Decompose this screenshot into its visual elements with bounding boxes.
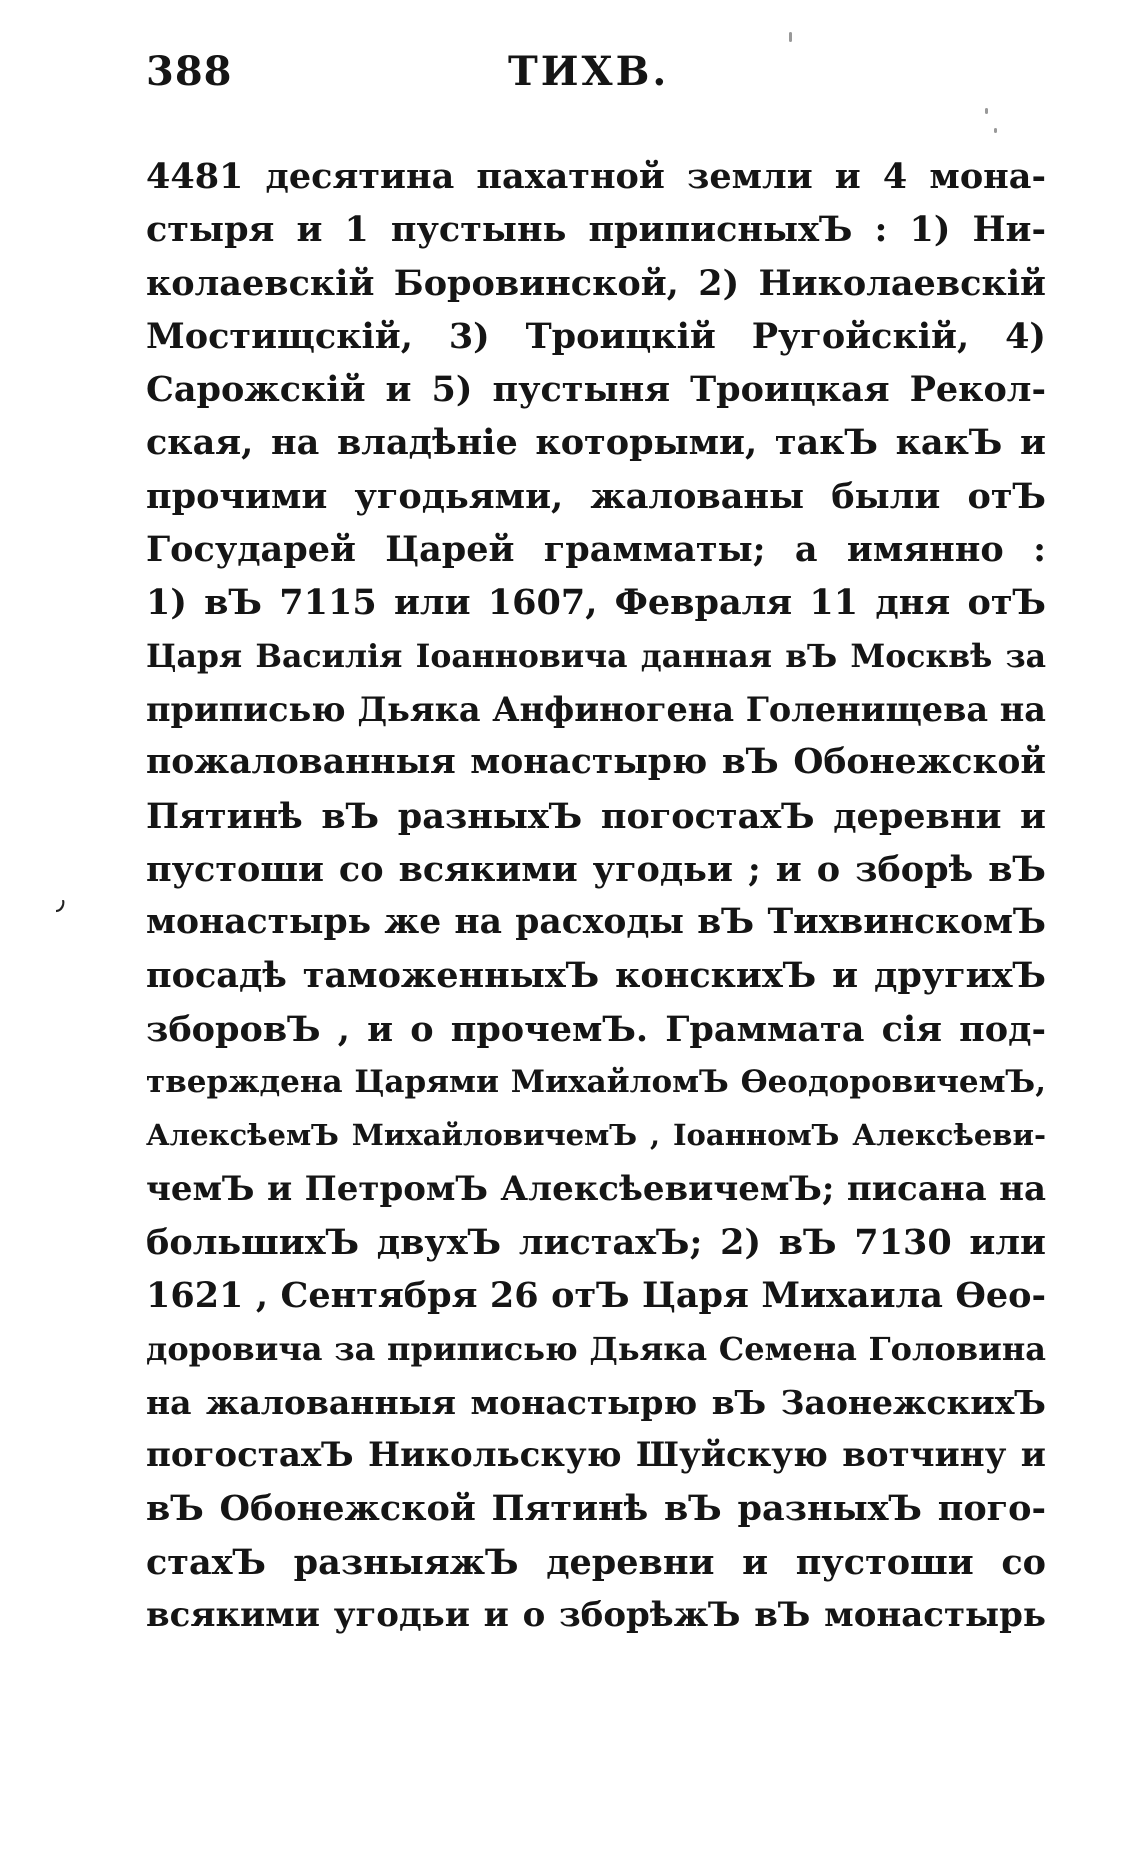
text-line: чемЪ и ПетромЪ АлексѣевичемЪ; писана на [146, 1168, 1046, 1209]
page-header [146, 48, 1046, 108]
text-line: посадѣ таможенныхЪ конскихЪ и другихЪ [146, 955, 1046, 997]
text-line: Царя Василія Іоанновича данная вЪ Москвѣ за [146, 637, 1046, 675]
text-line: стыря и 1 пустынь приписныхЪ : 1) Ни- [146, 209, 1046, 251]
text-line: Сарожскій и 5) пустыня Троицкая Рекол- [146, 369, 1046, 411]
print-speck [985, 108, 988, 114]
running-head: ТИХВ. [508, 48, 670, 95]
text-line: большихЪ двухЪ листахЪ; 2) вЪ 7130 или [146, 1221, 1046, 1263]
print-speck [994, 128, 997, 133]
text-line: прочими угодьями, жалованы были отЪ [146, 475, 1046, 517]
text-line: на жалованныя монастырю вЪ ЗаонежскихЪ [146, 1382, 1046, 1422]
text-line: ская, на владѣніе которыми, такЪ какЪ и [146, 422, 1046, 464]
text-line: монастырь же на расходы вЪ ТихвинскомЪ [146, 902, 1046, 943]
text-line: зборовЪ , и о прочемЪ. Граммата сія под- [146, 1008, 1046, 1050]
print-speck [789, 32, 792, 42]
text-line: погостахЪ Никольскую Шуйскую вотчину и [146, 1435, 1046, 1476]
text-line: Мостищскій, 3) Троицкій Ругойскій, 4) [146, 315, 1046, 357]
text-line: вЪ Обонежской Пятинѣ вЪ разныхЪ пого- [146, 1488, 1046, 1530]
text-line: всякими угодьи и о зборѣжЪ вЪ монастырь [146, 1595, 1046, 1636]
text-line: 1621 , Сентября 26 отЪ Царя Михаила Ѳео- [146, 1275, 1046, 1317]
body-text [146, 150, 1046, 1642]
text-line: тверждена Царями МихайломЪ ѲеодоровичемЪ, [146, 1064, 1046, 1101]
text-line: колаевскій Боровинской, 2) Николаевскій [146, 262, 1046, 304]
text-line: доровича за приписью Дьяка Семена Головина [146, 1329, 1046, 1368]
text-line: 1) вЪ 7115 или 1607, Февраля 11 дня отЪ [146, 582, 1046, 624]
margin-mark: ٫ [56, 883, 66, 916]
text-line: приписью Дьяка Анфиногена Голенищева на [146, 689, 1046, 729]
page-number: 388 [146, 48, 233, 95]
text-line: АлексѣемЪ МихайловичемЪ , ІоанномЪ Алексѣеви- [146, 1118, 1046, 1153]
text-line: стахЪ разныяжЪ деревни и пустоши со [146, 1541, 1046, 1583]
text-line: пустоши со всякими угодьи ; и о зборѣ вЪ [146, 848, 1046, 890]
text-line: 4481 десятина пахатной земли и 4 мона- [146, 156, 1046, 197]
text-line: Государей Царей грамматы; а имянно : [146, 529, 1046, 571]
text-line: Пятинѣ вЪ разныхЪ погостахЪ деревни и [146, 795, 1046, 837]
text-line: пожалованныя монастырю вЪ Обонежской [146, 742, 1046, 783]
